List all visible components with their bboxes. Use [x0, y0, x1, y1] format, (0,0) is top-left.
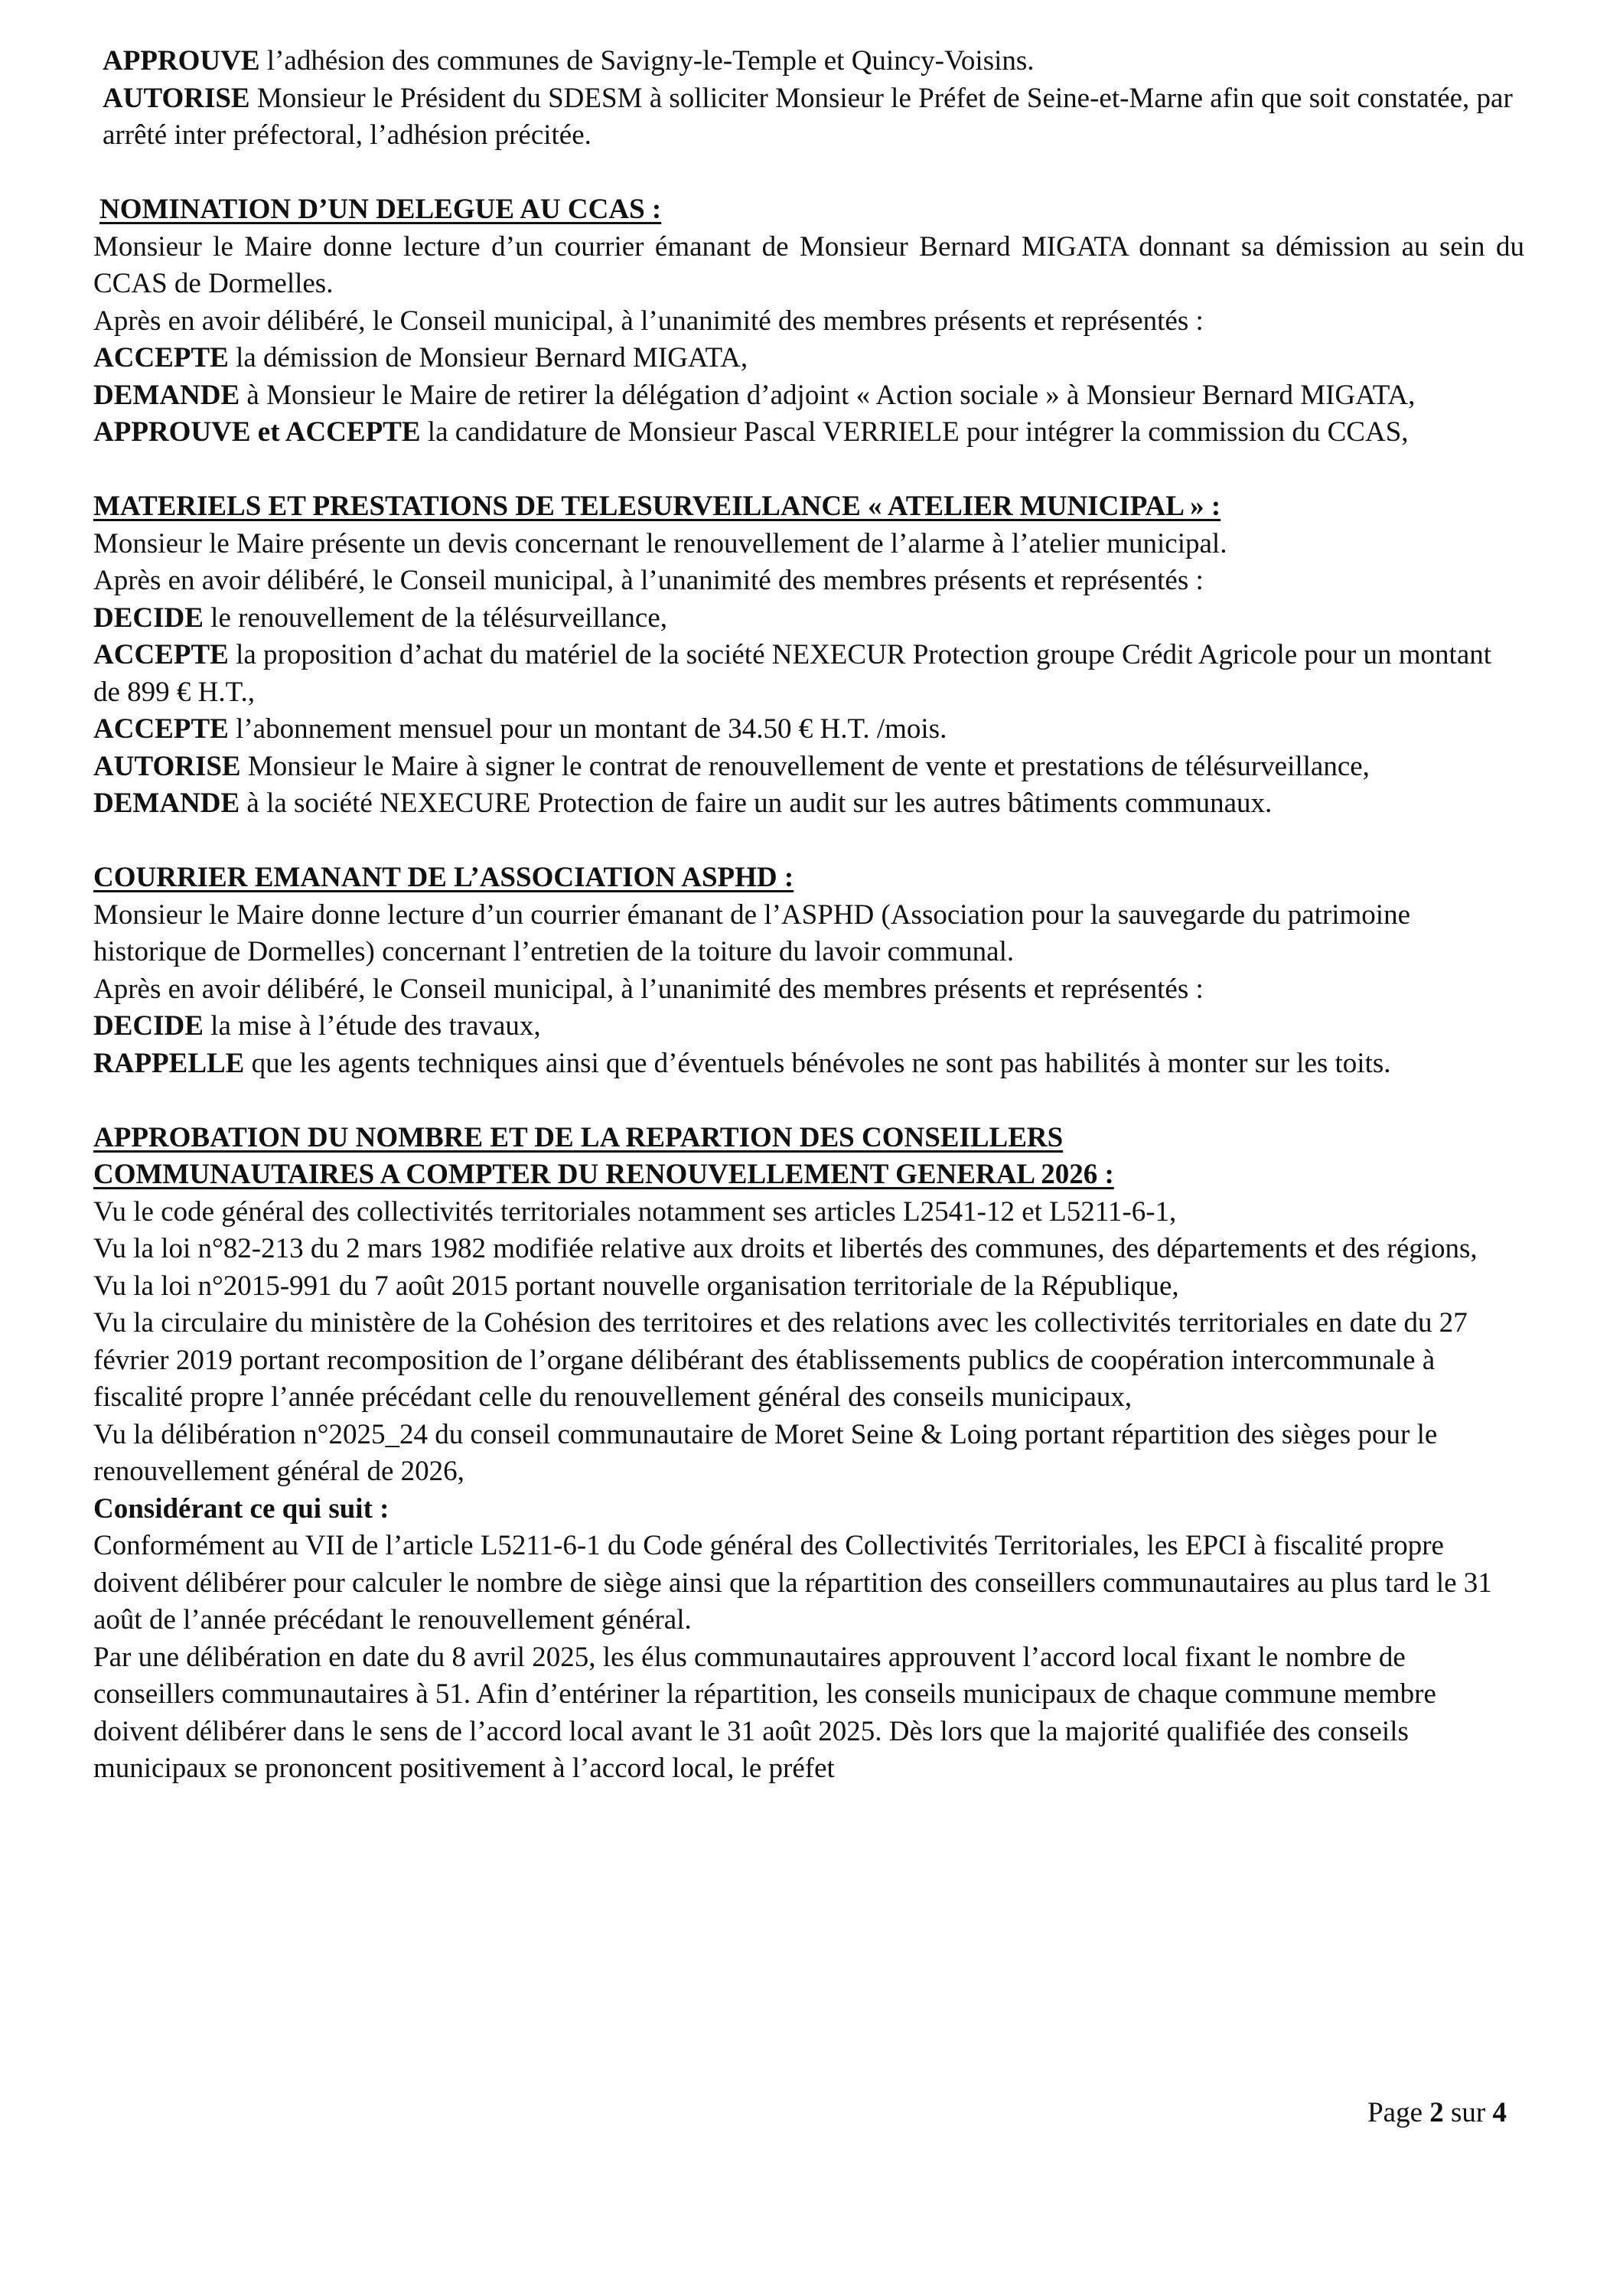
decision-keyword: DECIDE	[93, 602, 204, 634]
decision-text: à la société NEXECURE Protection de faire un audit sur les autres bâtiments communaux.	[240, 788, 1273, 819]
decision-text: le renouvellement de la télésurveillance,	[203, 602, 668, 634]
decision-demande-audit	[93, 785, 1524, 823]
decision-keyword: DECIDE	[93, 1010, 204, 1042]
decision-approuve-adhesion	[103, 43, 1524, 80]
page-number: 2	[1429, 2097, 1444, 2128]
decision-approuve-candidature	[93, 414, 1524, 452]
decision-keyword: ACCEPTE	[93, 342, 229, 373]
body-paragraph: Conformément au VII de l’article L5211-6-1 du Code général des Collectivités Territoriales, les EPCI à fiscalité propre doivent délibérer pour calculer le nombre de siège ainsi que la répartition des conseillers communautaires au plus tard le 31 août de l’année précédant le renouvellement général.	[93, 1530, 1492, 1636]
decision-text: l’adhésion des communes de Savigny-le-Temple et Quincy-Voisins.	[259, 45, 1035, 77]
decision-text: à Monsieur le Maire de retirer la délégation d’adjoint « Action sociale » à Monsieur Bernard MIGATA,	[240, 379, 1416, 411]
vu-clause: Vu la délibération n°2025_24 du conseil communautaire de Moret Seine & Loing portant répartition des sièges pour le renouvellement général de 2026,	[93, 1418, 1438, 1487]
vu-clause: Vu le code général des collectivités territoriales notamment ses articles L2541-12 et L5211-6-1,	[93, 1195, 1177, 1228]
decision-keyword: ACCEPTE	[93, 639, 229, 670]
decision-decide-renouvellement	[93, 600, 1524, 638]
vu-clause: Vu la circulaire du ministère de la Cohésion des territoires et des relations avec les collectivités territoriales en date du 27 février 2019 portant recomposition de l’organe délibérant des établissements publics de coopération intercommunale à fiscalité propre l’année précédant celle du renouvellement général des conseils municipaux,	[93, 1307, 1468, 1413]
decision-text: la mise à l’étude des travaux,	[203, 1010, 541, 1042]
body-paragraph: Par une délibération en date du 8 avril 2025, les élus communautaires approuvent l’accord local fixant le nombre de conseillers communautaires à 51. Afin d’entériner la répartition, les conseils municipaux de chaque commune membre doivent délibérer dans le sens de l’accord local avant le 31 août 2025. Dès lors que la majorité qualifiée des conseils municipaux se prononcent positivement à l’accord local, le préfet	[93, 1641, 1436, 1784]
deliberation-statement: Après en avoir délibéré, le Conseil municipal, à l’unanimité des membres présents et représentés :	[93, 565, 1204, 596]
decision-accepte-abonnement	[93, 711, 1524, 748]
decision-keyword: DEMANDE	[93, 379, 240, 411]
decision-text: la démission de Monsieur Bernard MIGATA,	[228, 342, 748, 373]
document-body	[93, 43, 1524, 1788]
deliberation-statement: Après en avoir délibéré, le Conseil municipal, à l’unanimité des membres présents et représentés :	[93, 973, 1204, 1005]
section-heading-ccas: NOMINATION D’UN DELEGUE AU CCAS :	[99, 194, 662, 225]
section-heading-asphd: COURRIER EMANANT DE L’ASSOCIATION ASPHD :	[93, 862, 794, 893]
decision-keyword: APPROUVE et ACCEPTE	[93, 416, 421, 448]
decision-text: Monsieur le Maire à signer le contrat de renouvellement de vente et prestations de télésurveillance,	[240, 750, 1370, 782]
decision-text: la proposition d’achat du matériel de la société NEXECUR Protection groupe Crédit Agricole pour un montant de 899 € H.T.,	[93, 639, 1492, 708]
vu-clause: Vu la loi n°2015-991 du 7 août 2015 portant nouvelle organisation territoriale de la République,	[93, 1270, 1179, 1302]
page-separator: sur	[1443, 2097, 1493, 2128]
decision-text: Monsieur le Président du SDESM à solliciter Monsieur le Préfet de Seine-et-Marne afin que soit constatée, par arrêté inter préfectoral, l’adhésion précitée.	[103, 82, 1513, 151]
considerant-label	[93, 1491, 1524, 1528]
page-label: Page	[1367, 2097, 1430, 2128]
section-intro: Monsieur le Maire donne lecture d’un courrier émanant de l’ASPHD (Association pour la sauvegarde du patrimoine historique de Dormelles) concernant l’entretien de la toiture du lavoir communal.	[93, 899, 1411, 967]
decision-autorise-signature	[93, 748, 1524, 786]
decision-keyword: DEMANDE	[93, 788, 240, 819]
page-footer	[1367, 2096, 1507, 2129]
considerant-text: Considérant ce qui suit :	[93, 1492, 389, 1525]
decision-autorise-president	[103, 80, 1524, 155]
decision-keyword: AUTORISE	[93, 750, 241, 782]
section-heading-conseillers-line1: APPROBATION DU NOMBRE ET DE LA REPARTION DES CONSEILLERS	[93, 1121, 1064, 1153]
decision-accepte-demission	[93, 340, 1524, 377]
vu-clause: Vu la loi n°82-213 du 2 mars 1982 modifiée relative aux droits et libertés des communes, des départements et des régions,	[93, 1233, 1478, 1264]
decision-text: l’abonnement mensuel pour un montant de 34.50 € H.T. /mois.	[228, 713, 947, 745]
section-heading-telesurveillance: MATERIELS ET PRESTATIONS DE TELESURVEILLANCE « ATELIER MUNICIPAL » :	[93, 491, 1221, 522]
decision-keyword: ACCEPTE	[93, 713, 229, 745]
decision-demande-retrait	[93, 377, 1524, 415]
section-intro: Monsieur le Maire donne lecture d’un courrier émanant de Monsieur Bernard MIGATA donnant sa démission au sein du CCAS de Dormelles.	[93, 230, 1524, 299]
decision-text: que les agents techniques ainsi que d’éventuels bénévoles ne sont pas habilités à monter sur les toits.	[244, 1047, 1391, 1079]
decision-decide-etude	[93, 1008, 1524, 1045]
decision-rappelle	[93, 1045, 1524, 1083]
section-intro: Monsieur le Maire présente un devis concernant le renouvellement de l’alarme à l’atelier municipal.	[93, 527, 1227, 559]
decision-accepte-achat	[93, 637, 1524, 711]
deliberation-statement: Après en avoir délibéré, le Conseil municipal, à l’unanimité des membres présents et représentés :	[93, 305, 1204, 337]
decision-keyword: AUTORISE	[103, 82, 250, 114]
decision-text: la candidature de Monsieur Pascal VERRIELE pour intégrer la commission du CCAS,	[420, 416, 1409, 448]
decision-keyword: APPROUVE	[103, 45, 260, 77]
decision-keyword: RAPPELLE	[93, 1047, 245, 1079]
section-heading-conseillers-line2: COMMUNAUTAIRES A COMPTER DU RENOUVELLEMENT GENERAL 2026 :	[93, 1159, 1114, 1190]
page-total: 4	[1492, 2097, 1507, 2128]
